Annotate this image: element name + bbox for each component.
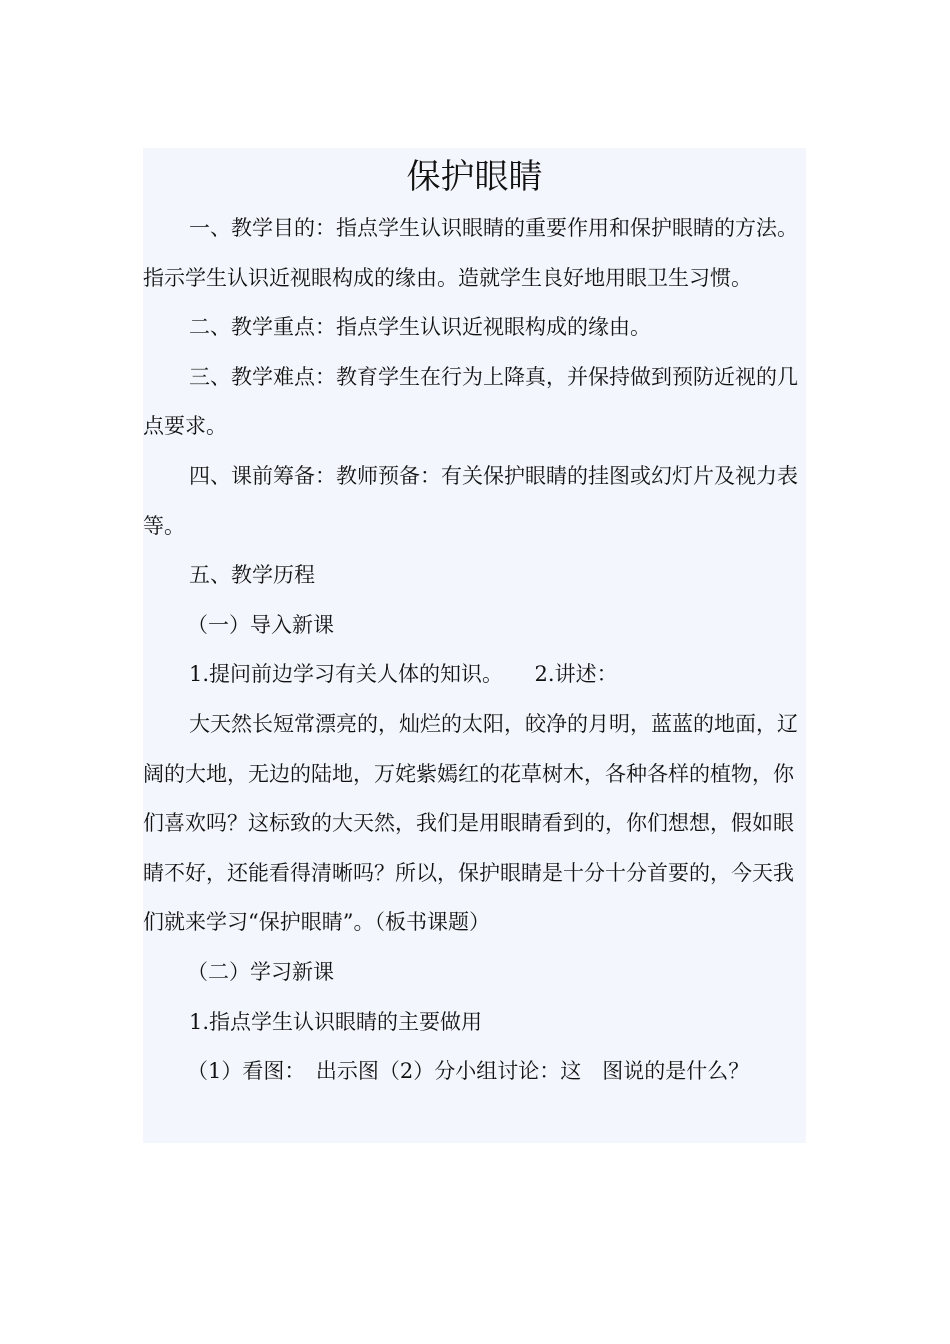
paragraph-picture-discussion: （1）看图： 出示图（2）分小组讨论：这 图说的是什么？ xyxy=(187,1059,750,1084)
document-content xyxy=(143,148,806,1143)
paragraph-eye-function: 1.指点学生认识眼睛的主要做用 xyxy=(189,1009,483,1034)
paragraph-intro-steps: 1.提问前边学习有关人体的知识。 2.讲述： xyxy=(189,662,618,687)
document-body xyxy=(143,204,806,1097)
paragraph-new-lesson-heading: （二）学习新课 xyxy=(187,959,334,984)
paragraph-intro-heading: （一）导入新课 xyxy=(187,612,334,637)
paragraph-key-points: 二、教学重点：指点学生认识近视眼构成的缘由。 xyxy=(189,315,651,340)
paragraph-narration: 大天然长短常漂亮的，灿烂的太阳，皎净的月明，蓝蓝的地面，辽阔的大地，无边的陆地，万姹紫嫣红的花草树木，各种各样的植物，你们喜欢吗？这标致的大天然，我们是用眼睛看到的，你们想想，假如眼睛不好，还能看得清晰吗？所以，保护眼睛是十分十分首要的，今天我们就来学习“保护眼睛”。（板书课题） xyxy=(143,711,798,935)
paragraph-objectives: 一、教学目的：指点学生认识眼睛的重要作用和保护眼睛的方法。指示学生认识近视眼构成的缘由。造就学生良好地用眼卫生习惯。 xyxy=(143,216,798,290)
paragraph-process-heading: 五、教学历程 xyxy=(189,563,315,588)
document-title: 保护眼睛 xyxy=(406,157,543,197)
paragraph-preparation: 四、课前筹备：教师预备：有关保护眼睛的挂图或幻灯片及视力表等。 xyxy=(143,463,798,538)
paragraph-difficulties: 三、教学难点：教育学生在行为上降真，并保持做到预防近视的几点要求。 xyxy=(143,364,798,439)
